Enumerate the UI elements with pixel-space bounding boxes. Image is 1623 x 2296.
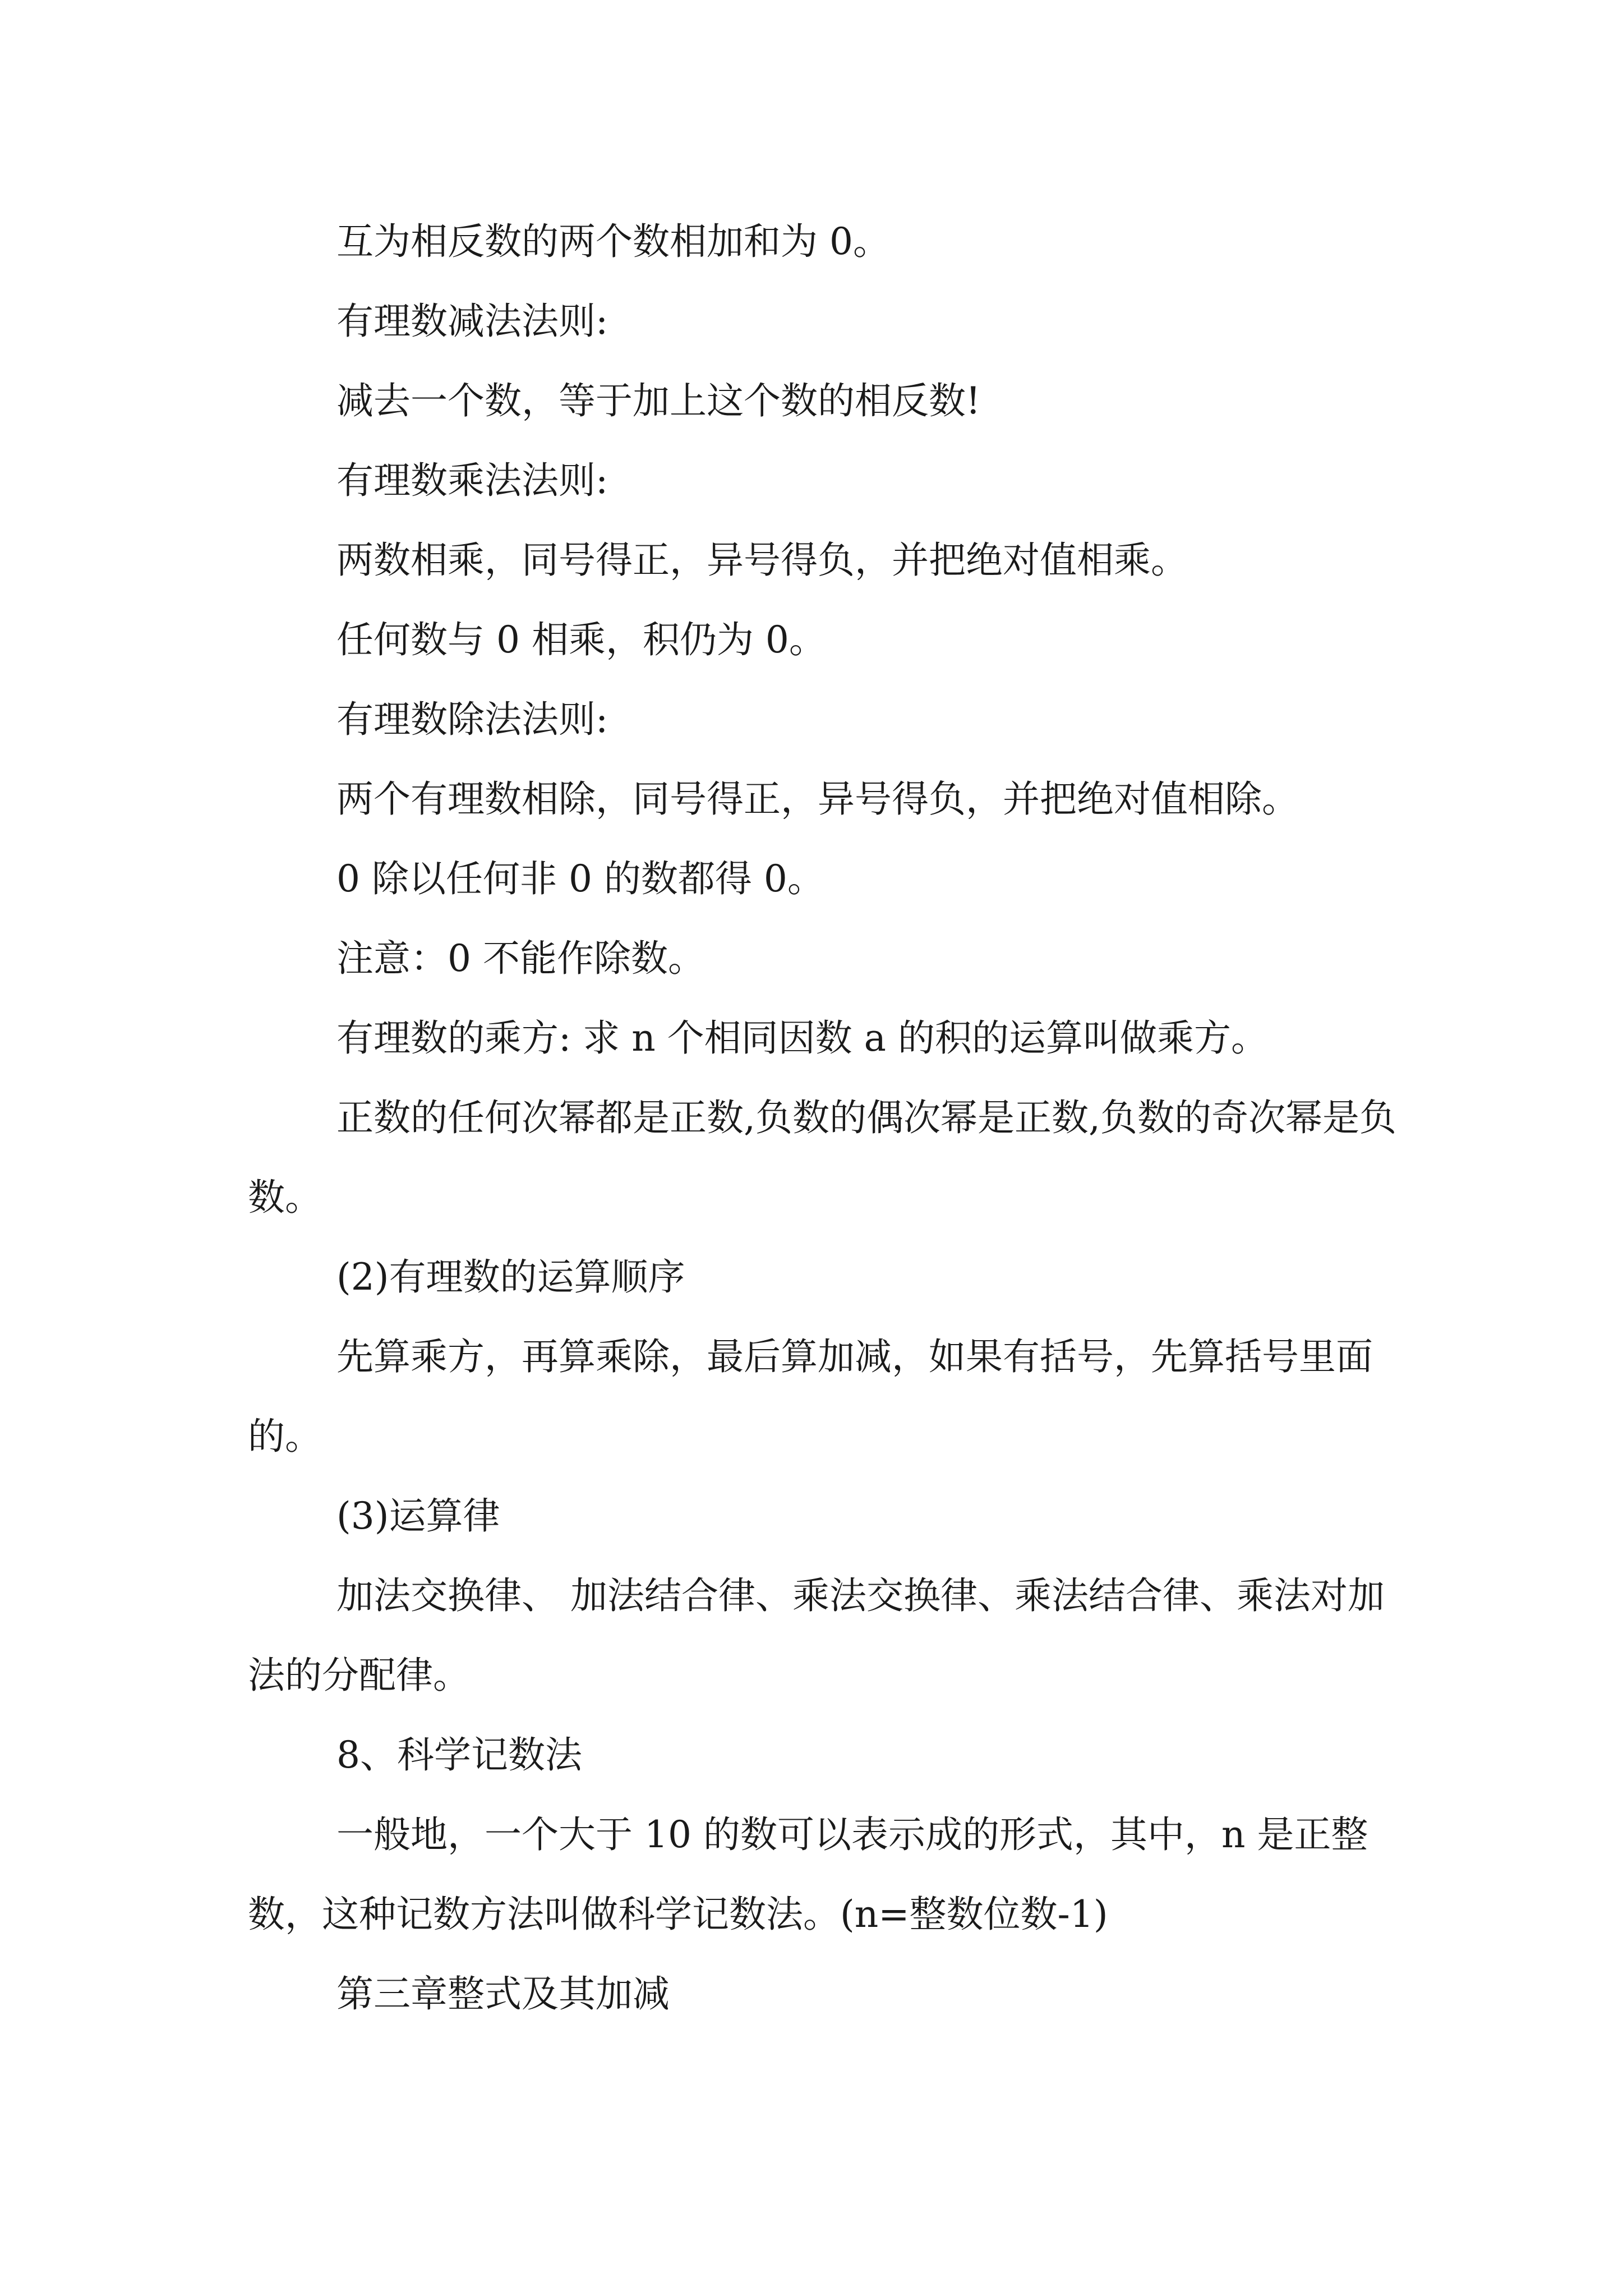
paragraph: 互为相反数的两个数相加和为 0。 (336, 220, 890, 263)
paragraph: 减去一个数，等于加上这个数的相反数! (336, 379, 981, 422)
paragraph: 正数的任何次幂都是正数,负数的偶次幂是正数,负数的奇次幂是负数。 (248, 1096, 1396, 1219)
paragraph: 一般地，一个大于 10 的数可以表示成的形式，其中，n 是正整数，这种记数方法叫做科学记数法。(n=整数位数-1) (248, 1813, 1368, 1936)
paragraph: (3)运算律 (336, 1494, 500, 1538)
paragraph: 两个有理数相除，同号得正，异号得负，并把绝对值相除。 (336, 777, 1299, 821)
paragraph: 8、科学记数法 (336, 1733, 582, 1777)
paragraph: 有理数乘法法则: (336, 459, 608, 502)
paragraph: 0 除以任何非 0 的数都得 0。 (336, 857, 824, 900)
paragraph: 有理数除法法则: (336, 698, 608, 741)
paragraph: 加法交换律、 加法结合律、乘法交换律、乘法结合律、乘法对加法的分配律。 (248, 1574, 1385, 1697)
paragraph: 有理数的乘方: 求 n 个相同因数 a 的积的运算叫做乘方。 (336, 1016, 1268, 1060)
document-body (248, 202, 1398, 2034)
paragraph: 第三章整式及其加减 (336, 1972, 670, 2016)
paragraph: (2)有理数的运算顺序 (336, 1255, 685, 1299)
paragraph: 任何数与 0 相乘，积仍为 0。 (336, 618, 826, 661)
paragraph: 注意：0 不能作除数。 (336, 937, 705, 980)
paragraph: 先算乘方，再算乘除，最后算加减，如果有括号，先算括号里面的。 (248, 1335, 1373, 1458)
paragraph: 有理数减法法则: (336, 300, 608, 343)
paragraph: 两数相乘，同号得正，异号得负，并把绝对值相乘。 (336, 539, 1188, 582)
